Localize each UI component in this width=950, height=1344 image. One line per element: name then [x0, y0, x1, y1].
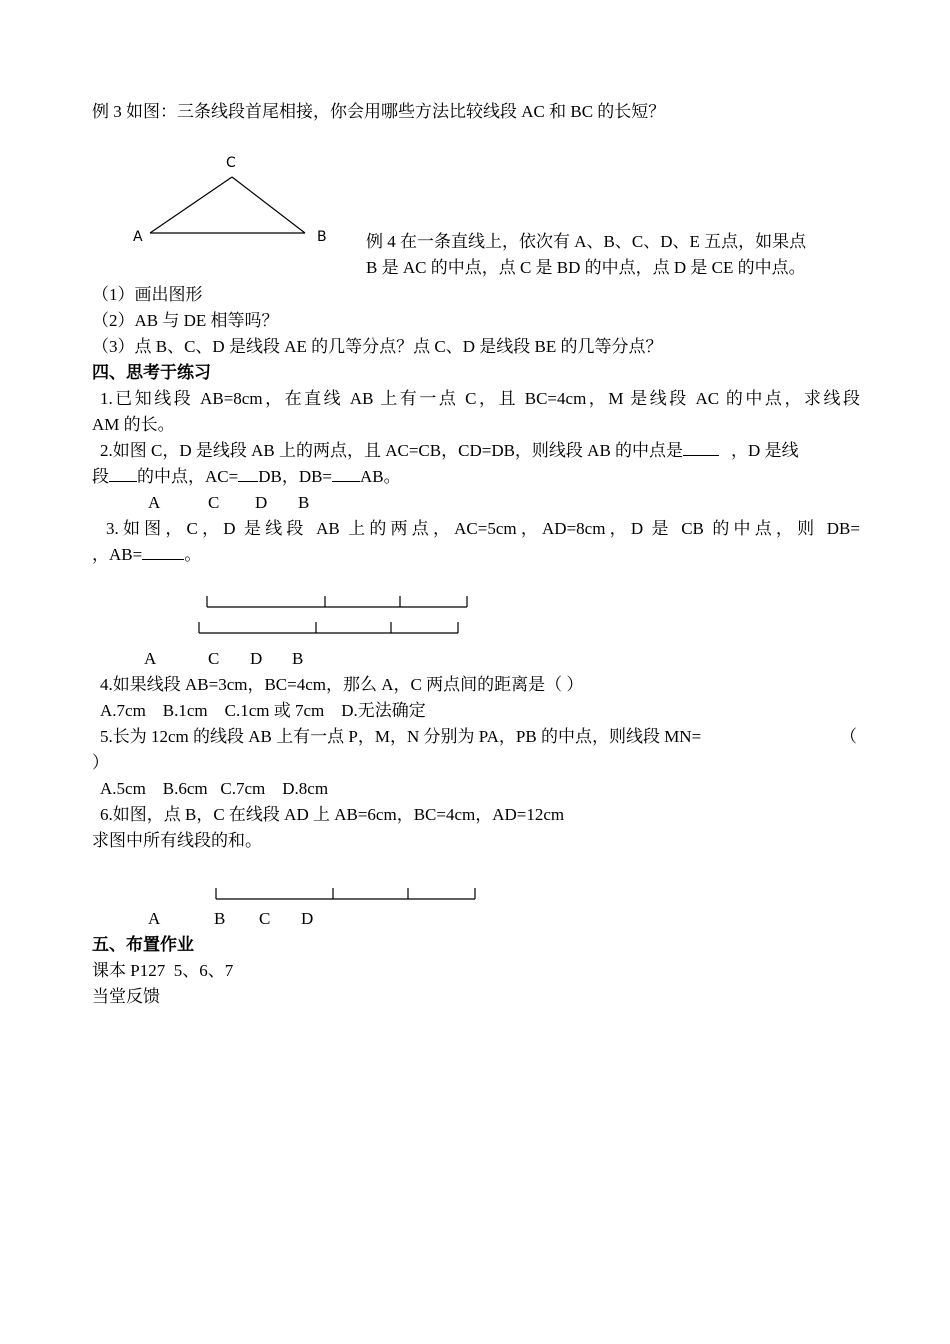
problem2-label-b: B [298, 493, 310, 512]
problem6-label-a: A [148, 909, 161, 928]
problem2-text-c: 段 [92, 467, 109, 486]
problem2-blank-3[interactable] [238, 464, 258, 482]
problem2-text-f: AB。 [360, 467, 401, 486]
problem2-line1 [100, 438, 860, 464]
problem5-options: A.5cm B.6cm C.7cm D.8cm [100, 779, 329, 798]
problem6-label-c: C [259, 909, 271, 928]
problem2-text-a: 2.如图 C，D 是线段 AB 上的两点，且 AC=CB，CD=DB，则线段 AB 的中点是 [100, 441, 684, 460]
problem1-line2: AM 的长。 [92, 415, 175, 434]
problem2-blank-1[interactable] [683, 438, 719, 456]
example4-q2: （2）AB 与 DE 相等吗？ [92, 311, 279, 330]
problem2-line2 [92, 464, 860, 490]
segment-upper [207, 596, 467, 607]
example4-line1: 例 4 在一条直线上，依次有 A、B、C、D、E 五点，如果点 [366, 232, 807, 251]
triangle-label-b: B [317, 229, 327, 245]
problem3-label-b: B [292, 649, 304, 668]
problem3-text-a: ，AB= [92, 545, 143, 564]
example4-q1: （1）画出图形 [92, 285, 203, 304]
problem3-blank[interactable] [142, 542, 184, 560]
homework-text: 课本 P127 5、6、7 [92, 961, 234, 980]
problem6-line1: 6.如图，点 B，C 在线段 AD 上 AB=6cm，BC=4cm，AD=12cm [100, 805, 565, 824]
segment-lower [199, 622, 458, 633]
triangle-label-c: C [226, 155, 236, 171]
triangle-side-cb [232, 177, 305, 233]
problem6-label-b: B [214, 909, 226, 928]
problem3-line1: 3.如图，C，D 是线段 AB 上的两点，AC=5cm，AD=8cm，D 是 CB 的中点，则 DB= [106, 519, 860, 538]
triangle-label-a: A [133, 229, 143, 245]
problem2-label-a: A [148, 493, 161, 512]
problem2-blank-2[interactable] [109, 464, 137, 482]
problem2-blank-4[interactable] [332, 464, 360, 482]
problem1-line1: 1.已知线段 AB=8cm，在直线 AB 上有一点 C，且 BC=4cm，M 是线段 AC 的中点，求线段 [100, 389, 860, 408]
problem2-label-d: D [255, 493, 268, 512]
example4-q3: （3）点 B、C、D 是线段 AE 的几等分点？点 C、D 是线段 BE 的几等分点？ [92, 337, 663, 356]
problem6-line2: 求图中所有线段的和。 [92, 831, 262, 850]
problem5-paren-close: ） [92, 753, 109, 772]
problem5-question: 5.长为 12cm 的线段 AB 上有一点 P，M，N 分别为 PA，PB 的中点，则线段 MN= [100, 727, 702, 746]
problem3-label-d: D [250, 649, 263, 668]
problem5-paren-open: （ [840, 727, 857, 746]
problem2-text-b: ，D 是线 [731, 441, 799, 460]
feedback-text: 当堂反馈 [92, 987, 160, 1006]
problem4-options: A.7cm B.1cm C.1cm 或 7cm D.无法确定 [100, 701, 426, 720]
problem3-text-b: 。 [184, 545, 202, 564]
problem3-label-c: C [208, 649, 220, 668]
triangle-side-ac [150, 177, 232, 233]
problem3-line2 [92, 542, 860, 568]
problem2-text-d: 的中点，AC= [137, 467, 239, 486]
section4-heading: 四、思考于练习 [92, 363, 211, 382]
example3-text: 例 3 如图：三条线段首尾相接，你会用哪些方法比较线段 AC 和 BC 的长短？ [92, 102, 666, 121]
problem2-label-c: C [208, 493, 220, 512]
example4-line2: B 是 AC 的中点，点 C 是 BD 的中点，点 D 是 CE 的中点。 [366, 258, 806, 277]
problem6-label-d: D [301, 909, 314, 928]
problem2-text-e: DB，DB= [258, 467, 333, 486]
problem3-label-a: A [144, 649, 157, 668]
problem4-question: 4.如果线段 AB=3cm，BC=4cm，那么 A，C 两点间的距离是（ ） [100, 675, 584, 694]
section5-heading: 五、布置作业 [92, 935, 194, 954]
